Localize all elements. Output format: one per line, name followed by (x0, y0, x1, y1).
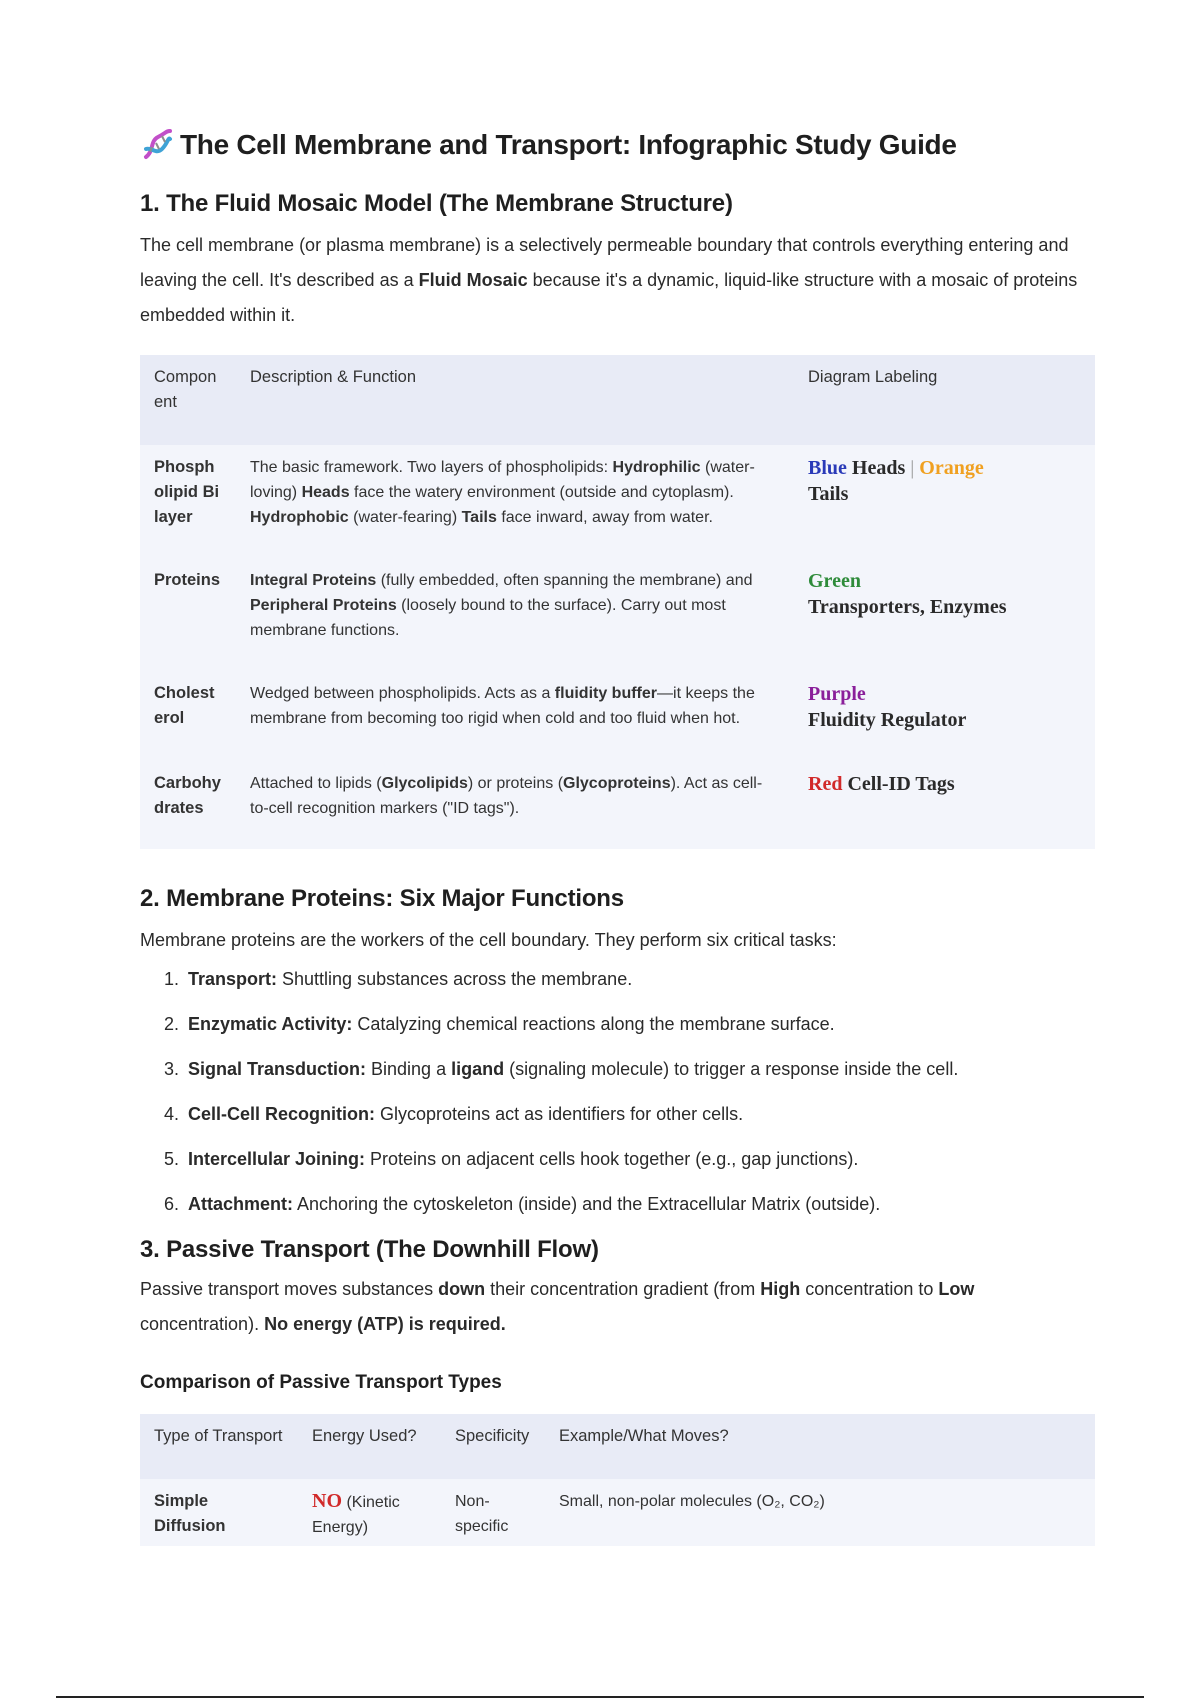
table-row (140, 1479, 1095, 1546)
dna-icon (140, 127, 176, 163)
table-row (140, 558, 1095, 671)
diagram-label-cell: Purple Fluidity Regulator (808, 683, 967, 731)
diagram-label-cell: Blue Heads | Orange Tails (808, 457, 984, 505)
description-cell: Attached to lipids (Glycolipids) or proteins (Glycoproteins). Act as cell-to-cell recognition markers ("ID tags"). (250, 775, 763, 817)
specificity-cell: Non-specific (455, 1493, 509, 1535)
header-diagram: Diagram Labeling (794, 355, 1095, 445)
header-component: Component (140, 355, 236, 445)
document-page (140, 120, 1095, 1546)
table-row (140, 445, 1095, 558)
membrane-components-table (140, 355, 1095, 849)
type-cell: Simple Diffusion (154, 1492, 226, 1535)
list-item: 4. Cell-Cell Recognition: Glycoproteins act as identifiers for other cells. (184, 1101, 1095, 1127)
list-item: 5. Intercellular Joining: Proteins on adjacent cells hook together (e.g., gap junctions). (184, 1146, 1095, 1172)
description-cell: Integral Proteins (fully embedded, often spanning the membrane) and Peripheral Proteins (loosely bound to the surface). Carry out most membrane functions. (250, 572, 753, 639)
component-cell: Cholesterol (154, 684, 215, 727)
header-specificity: Specificity (441, 1414, 545, 1479)
table-row (140, 761, 1095, 849)
header-example: Example/What Moves? (545, 1414, 1095, 1479)
diagram-label-cell: Green Transporters, Enzymes (808, 570, 1007, 618)
description-cell: The basic framework. Two layers of phospholipids: Hydrophilic (water-loving) Heads face the watery environment (outside and cytoplasm). Hydrophobic (water-fearing) Tails face inward, away from water. (250, 459, 755, 526)
component-cell: Carbohydrates (154, 774, 221, 817)
energy-cell: NO (Kinetic Energy) (312, 1490, 400, 1536)
section3-intro: Passive transport moves substances down their concentration gradient (from High concentration to Low concentration). No energy (ATP) is required. (140, 1279, 975, 1334)
component-cell: Phospholipid Bilayer (154, 458, 220, 526)
section1-heading: 1. The Fluid Mosaic Model (The Membrane Structure) (140, 190, 733, 217)
list-item: 6. Attachment: Anchoring the cytoskeleton (inside) and the Extracellular Matrix (outside). (184, 1191, 1095, 1217)
list-item: 1. Transport: Shuttling substances across the membrane. (184, 966, 1095, 992)
list-item: 2. Enzymatic Activity: Catalyzing chemical reactions along the membrane surface. (184, 1011, 1095, 1037)
section2-intro: Membrane proteins are the workers of the cell boundary. They perform six critical tasks: (140, 930, 837, 950)
passive-transport-table (140, 1414, 1095, 1546)
doc-title-text: The Cell Membrane and Transport: Infographic Study Guide (180, 129, 957, 160)
diagram-label-cell: Red Cell-ID Tags (808, 773, 955, 795)
example-cell: Small, non-polar molecules (O₂, CO₂) (559, 1493, 825, 1510)
doc-title (140, 120, 1095, 170)
header-type: Type of Transport (140, 1414, 298, 1479)
table-header-row (140, 1414, 1095, 1479)
protein-functions-list (140, 966, 1095, 1217)
page-bottom-border (56, 1696, 1144, 1698)
header-description: Description & Function (236, 355, 794, 445)
table-header-row (140, 355, 1095, 445)
list-item: 3. Signal Transduction: Binding a ligand (signaling molecule) to trigger a response inside the cell. (184, 1056, 1095, 1082)
section1-intro: The cell membrane (or plasma membrane) is a selectively permeable boundary that controls everything entering and leaving the cell. It's described as a Fluid Mosaic because it's a dynamic, liquid-like structure with a mosaic of proteins embedded within it. (140, 235, 1078, 325)
component-cell: Proteins (154, 571, 221, 589)
section2-heading: 2. Membrane Proteins: Six Major Functions (140, 885, 624, 912)
passive-comparison-heading: Comparison of Passive Transport Types (140, 1372, 502, 1393)
header-energy: Energy Used? (298, 1414, 441, 1479)
description-cell: Wedged between phospholipids. Acts as a fluidity buffer—it keeps the membrane from becoming too rigid when cold and too fluid when hot. (250, 685, 755, 727)
section3-heading: 3. Passive Transport (The Downhill Flow) (140, 1236, 599, 1263)
table-row (140, 671, 1095, 761)
